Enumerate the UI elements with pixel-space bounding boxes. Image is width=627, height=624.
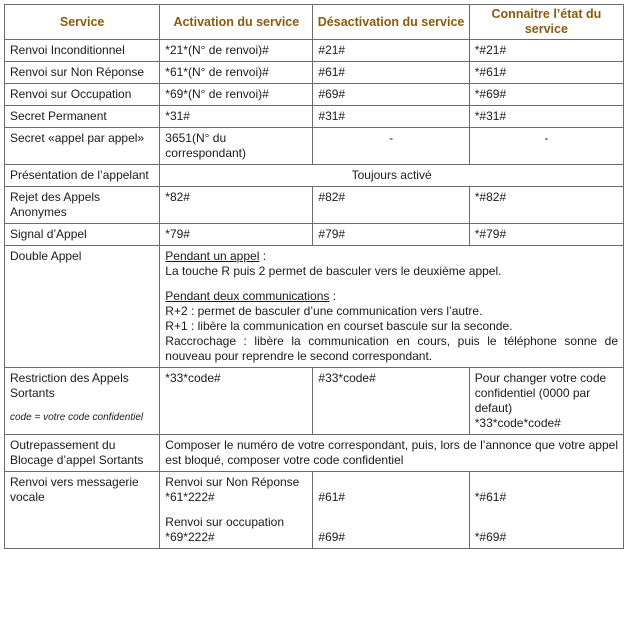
double-appel-heading-1-line xyxy=(165,249,618,264)
header-activation: Activation du service xyxy=(160,5,313,40)
table-row xyxy=(5,224,624,246)
outrepassement-description: Composer le numéro de votre correspondant, puis, lors de l’annonce que votre appel est bloqué, composer votre code confidentiel xyxy=(160,435,624,472)
status-cell xyxy=(469,368,623,435)
deactivation-cell: #31# xyxy=(313,106,469,128)
activation-cell: *21*(N° de renvoi)# xyxy=(160,40,313,62)
header-status: Connaitre l’état du service xyxy=(469,5,623,40)
table-row xyxy=(5,106,624,128)
restriction-service-name: Restriction des Appels Sortants xyxy=(10,371,129,400)
status-cell: *#69# xyxy=(469,84,623,106)
messagerie-status-1: *#61# xyxy=(474,490,507,504)
status-cell: *#79# xyxy=(469,224,623,246)
double-appel-heading-1: Pendant un appel xyxy=(165,249,260,263)
spacer xyxy=(10,401,154,411)
double-appel-line-4: Raccrochage : libère la communication en cours, puis le téléphone sonne de nouveau pour reprendre le second correspondant. xyxy=(165,334,618,363)
header-service: Service xyxy=(5,5,160,40)
table-row-outrepassement xyxy=(5,435,624,472)
activation-cell: *69*(N° de renvoi)# xyxy=(160,84,313,106)
table-row-double-appel xyxy=(5,246,624,368)
status-cell xyxy=(469,472,623,549)
table-row xyxy=(5,40,624,62)
activation-cell: *33*code# xyxy=(160,368,313,435)
status-cell: - xyxy=(469,128,623,165)
services-table-wrapper xyxy=(4,4,624,549)
table-row xyxy=(5,84,624,106)
messagerie-status-2: *#69# xyxy=(474,530,507,544)
messagerie-deactivation-2: #69# xyxy=(318,530,346,544)
restriction-status-note: Pour changer votre code confidentiel (0000 par defaut) xyxy=(474,371,607,415)
restriction-note: code = votre code confidentiel xyxy=(10,412,144,423)
service-cell: Renvoi sur Non Réponse xyxy=(5,62,160,84)
status-cell: *#82# xyxy=(469,187,623,224)
deactivation-cell: - xyxy=(313,128,469,165)
double-appel-description xyxy=(160,246,624,368)
deactivation-cell: #69# xyxy=(313,84,469,106)
spacer xyxy=(318,505,463,530)
deactivation-cell: #82# xyxy=(313,187,469,224)
header-row xyxy=(5,5,624,40)
deactivation-cell: #33*code# xyxy=(313,368,469,435)
status-cell: *#31# xyxy=(469,106,623,128)
status-cell: *#21# xyxy=(469,40,623,62)
colon: : xyxy=(329,289,337,303)
deactivation-cell: #21# xyxy=(313,40,469,62)
double-appel-line-1: La touche R puis 2 permet de basculer vers le deuxième appel. xyxy=(165,264,502,278)
messagerie-activation-label-1: Renvoi sur Non Réponse xyxy=(165,475,300,489)
table-row xyxy=(5,128,624,165)
spacer xyxy=(475,505,618,530)
messagerie-activation-label-2: Renvoi sur occupation xyxy=(165,515,285,529)
messagerie-activation-code-2: *69*222# xyxy=(165,530,215,544)
spacer xyxy=(165,505,307,515)
messagerie-activation-code-1: *61*222# xyxy=(165,490,215,504)
activation-cell: *79# xyxy=(160,224,313,246)
double-appel-line-2: R+2 : permet de basculer d’une communication vers l’autre. xyxy=(165,304,483,318)
table-row xyxy=(5,62,624,84)
service-cell xyxy=(5,368,160,435)
table-row xyxy=(5,187,624,224)
activation-cell xyxy=(160,472,313,549)
service-cell: Secret Permanent xyxy=(5,106,160,128)
deactivation-cell: #79# xyxy=(313,224,469,246)
service-cell: Rejet des Appels Anonymes xyxy=(5,187,160,224)
service-cell: Double Appel xyxy=(5,246,160,368)
spacer xyxy=(165,279,618,289)
activation-cell: *82# xyxy=(160,187,313,224)
service-cell: Renvoi Inconditionnel xyxy=(5,40,160,62)
services-table xyxy=(4,4,624,549)
merged-cell: Toujours activé xyxy=(160,165,624,187)
deactivation-cell xyxy=(313,472,469,549)
table-row xyxy=(5,165,624,187)
double-appel-line-3: R+1 : libère la communication en courset bascule sur la seconde. xyxy=(165,319,513,333)
service-cell: Signal d’Appel xyxy=(5,224,160,246)
colon: : xyxy=(259,249,267,263)
service-cell: Renvoi sur Occupation xyxy=(5,84,160,106)
activation-cell: *31# xyxy=(160,106,313,128)
messagerie-deactivation-1: #61# xyxy=(318,490,346,504)
table-row-restriction xyxy=(5,368,624,435)
activation-cell: 3651(N° du correspondant) xyxy=(160,128,313,165)
double-appel-heading-2-line xyxy=(165,289,618,304)
restriction-status-code: *33*code*code# xyxy=(474,416,561,430)
service-cell: Présentation de l’appelant xyxy=(5,165,160,187)
double-appel-heading-2: Pendant deux communications xyxy=(165,289,330,303)
activation-cell: *61*(N° de renvoi)# xyxy=(160,62,313,84)
service-cell: Secret «appel par appel» xyxy=(5,128,160,165)
deactivation-cell: #61# xyxy=(313,62,469,84)
service-cell: Renvoi vers messagerie vocale xyxy=(5,472,160,549)
header-deactivation: Désactivation du service xyxy=(313,5,469,40)
spacer xyxy=(318,475,463,490)
service-cell: Outrepassement du Blocage d’appel Sortants xyxy=(5,435,160,472)
spacer xyxy=(475,475,618,490)
table-row-messagerie xyxy=(5,472,624,549)
status-cell: *#61# xyxy=(469,62,623,84)
